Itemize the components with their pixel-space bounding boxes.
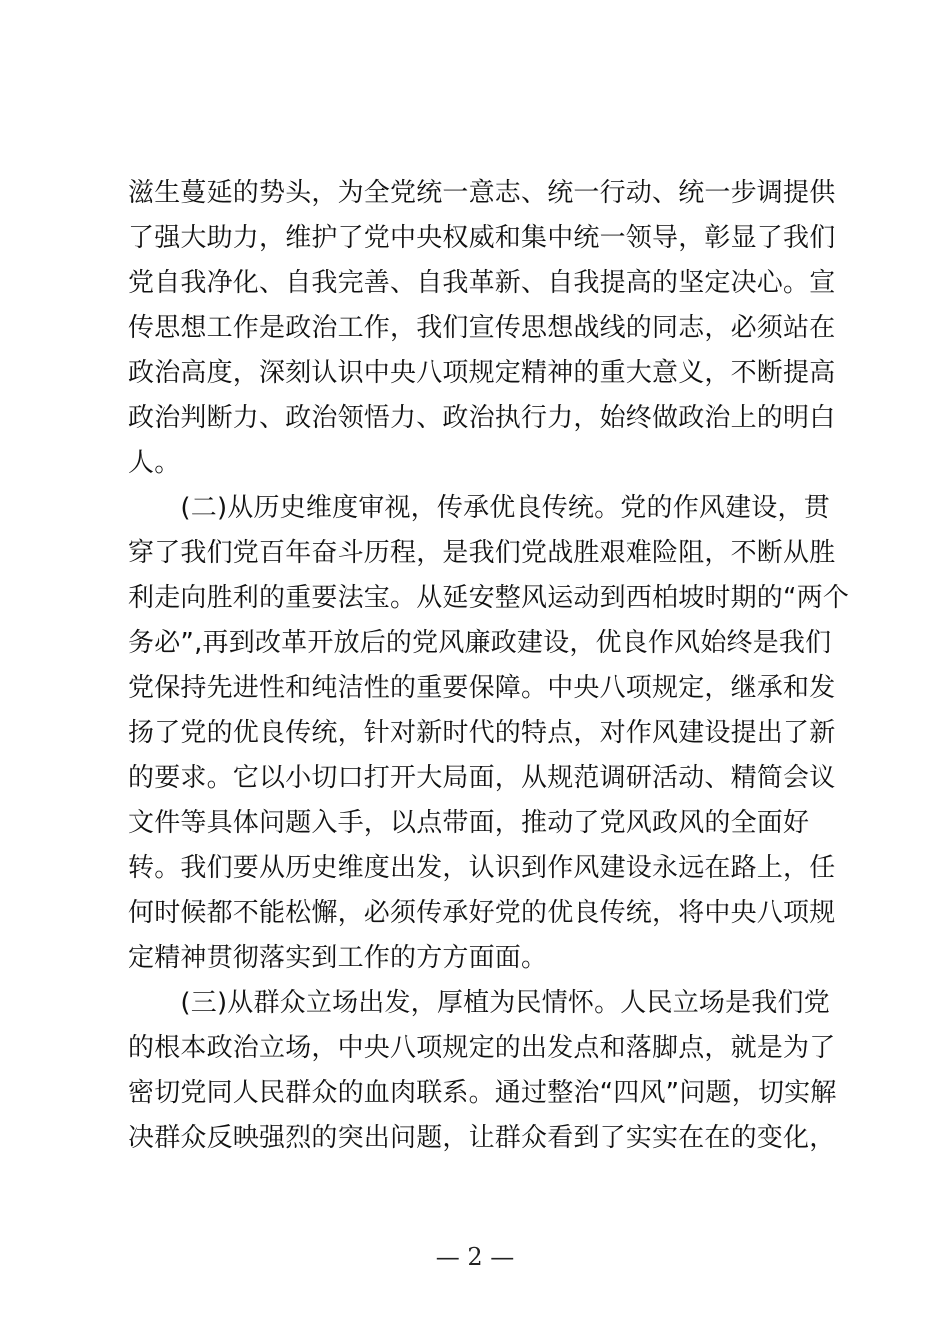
- body-text: [128, 171, 850, 1161]
- text-line: 人。: [128, 448, 181, 478]
- text-line: 了强大助力，维护了党中央权威和集中统一领导，彰显了我们: [128, 223, 836, 253]
- text-line: 穿了我们党百年奋斗历程，是我们党战胜艰难险阻，不断从胜: [128, 538, 836, 568]
- text-line: 政治高度，深刻认识中央八项规定精神的重大意义，不断提高: [128, 358, 836, 388]
- text-line: 决群众反映强烈的突出问题，让群众看到了实实在在的变化，: [128, 1123, 836, 1153]
- section-heading-line: (三)从群众立场出发，厚植为民情怀。人民立场是我们党: [128, 988, 830, 1018]
- section-heading-line: (二)从历史维度审视，传承优良传统。党的作风建设，贯: [128, 493, 830, 523]
- text-line: 扬了党的优良传统，针对新时代的特点，对作风建设提出了新: [128, 718, 836, 748]
- text-line: 务必”,再到改革开放后的党风廉政建设，优良作风始终是我们: [128, 628, 832, 658]
- text-line: 党保持先进性和纯洁性的重要保障。中央八项规定，继承和发: [128, 673, 836, 703]
- text-line: 党自我净化、自我完善、自我革新、自我提高的坚定决心。宣: [128, 268, 836, 298]
- text-line: 滋生蔓延的势头，为全党统一意志、统一行动、统一步调提供: [128, 178, 836, 208]
- text-line: 政治判断力、政治领悟力、政治执行力，始终做政治上的明白: [128, 403, 836, 433]
- text-line: 传思想工作是政治工作，我们宣传思想战线的同志，必须站在: [128, 313, 836, 343]
- page-number: — 2 —: [435, 1243, 515, 1271]
- text-line: 定精神贯彻落实到工作的方方面面。: [128, 943, 548, 973]
- text-line: 的根本政治立场，中央八项规定的出发点和落脚点，就是为了: [128, 1033, 836, 1063]
- text-line: 的要求。它以小切口打开大局面，从规范调研活动、精简会议: [128, 763, 836, 793]
- text-line: 利走向胜利的重要法宝。从延安整风运动到西柏坡时期的“两个: [128, 583, 850, 613]
- text-line: 何时候都不能松懈，必须传承好党的优良传统，将中央八项规: [128, 898, 836, 928]
- text-line: 转。我们要从历史维度出发，认识到作风建设永远在路上，任: [128, 853, 836, 883]
- text-line: 密切党同人民群众的血肉联系。通过整治“四风”问题，切实解: [128, 1078, 837, 1108]
- text-line: 文件等具体问题入手，以点带面，推动了党风政风的全面好: [128, 808, 810, 838]
